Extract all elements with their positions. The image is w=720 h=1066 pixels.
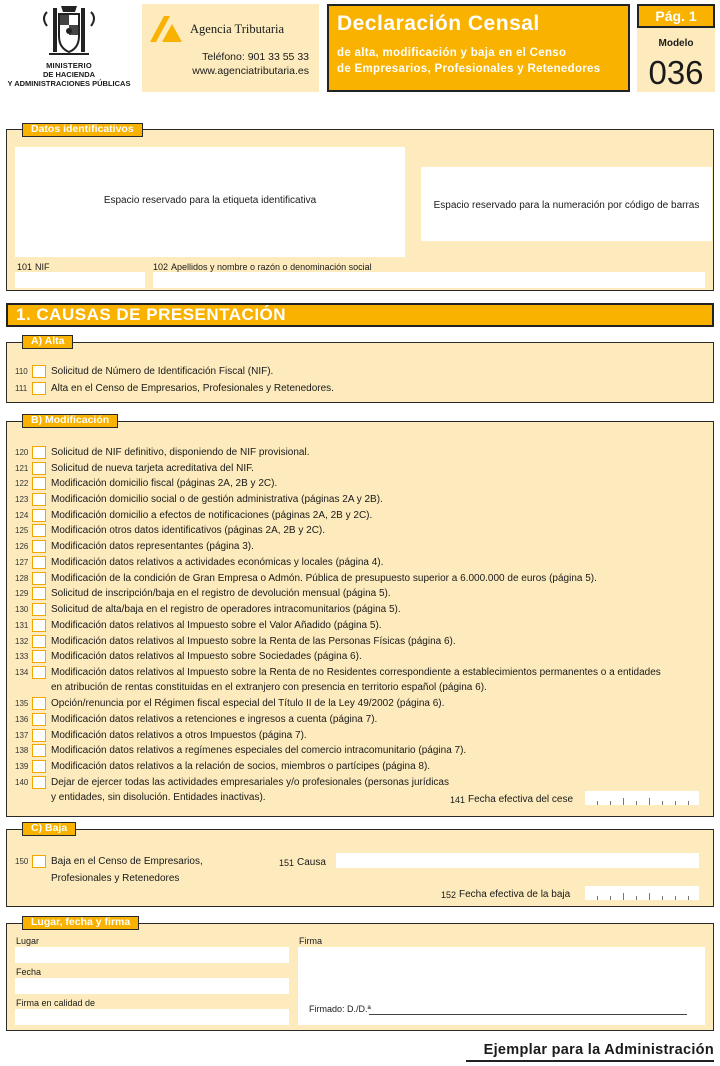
- checkbox[interactable]: [32, 462, 46, 475]
- checkbox[interactable]: [32, 446, 46, 459]
- checkbox[interactable]: [32, 729, 46, 742]
- fecha-cese-label: Fecha efectiva del cese: [468, 794, 574, 805]
- agency-name: Agencia Tributaria: [190, 22, 285, 36]
- item-code: 137: [15, 731, 29, 740]
- item-text: Baja en el Censo de Empresarios,: [51, 856, 203, 867]
- item-text: Opción/renuncia por el Régimen fiscal especial del Título II de la Ley 49/2002 (página 6).: [51, 698, 445, 709]
- footer-copy-label: Ejemplar para la Administración: [483, 1042, 714, 1058]
- item-code: 135: [15, 699, 29, 708]
- agency-block: [142, 4, 319, 92]
- item-text: Modificación datos relativos a retenciones e ingresos a cuenta (página 7).: [51, 714, 378, 725]
- item-code: 111: [15, 384, 28, 393]
- fecha-cese-code: 141: [450, 795, 466, 805]
- modelo-number: 036: [648, 54, 704, 91]
- fecha-baja-label: Fecha efectiva de la baja: [459, 889, 571, 900]
- fecha-cese-field[interactable]: [585, 791, 699, 805]
- item-140-continuation: y entidades, sin disolución. Entidades inactivas).: [51, 792, 266, 803]
- modificacion-frame: [6, 421, 714, 817]
- firma-frame: [6, 923, 714, 1031]
- alta-frame: [6, 342, 714, 403]
- page-number: Pág. 1: [637, 4, 715, 28]
- item-code: 110: [15, 367, 28, 376]
- checkbox[interactable]: [32, 477, 46, 490]
- checkbox[interactable]: [32, 572, 46, 585]
- calidad-label: Firma en calidad de: [16, 998, 96, 1008]
- item-text: Solicitud de Número de Identificación Fiscal (NIF).: [51, 366, 274, 377]
- lugar-label: Lugar: [16, 936, 40, 946]
- item-text: Modificación domicilio social o de gestión administrativa (páginas 2A y 2B).: [51, 494, 383, 505]
- name-field[interactable]: [153, 272, 705, 288]
- fecha-field[interactable]: [15, 978, 289, 994]
- modificacion-tab: B) Modificación: [22, 414, 118, 428]
- item-code: 121: [15, 464, 29, 473]
- checkbox[interactable]: [32, 619, 46, 632]
- barcode-area-text: Espacio reservado para la numeración por código de barras: [433, 200, 700, 211]
- ministry-block: [6, 4, 132, 92]
- item-text: Solicitud de inscripción/baja en el registro de devolución mensual (página 5).: [51, 588, 391, 599]
- item-code: 122: [15, 479, 29, 488]
- footer-underline: [466, 1060, 714, 1062]
- fecha-label: Fecha: [16, 967, 42, 977]
- checkbox[interactable]: [32, 493, 46, 506]
- ministry-line-2: DE HACIENDA: [42, 70, 96, 79]
- agency-phone: Teléfono: 901 33 55 33: [202, 51, 309, 63]
- modelo-label: Modelo: [658, 38, 694, 49]
- agency-web: www.agenciatributaria.es: [192, 65, 309, 77]
- agency-logo-icon: [148, 14, 184, 44]
- baja-frame: [6, 829, 714, 907]
- item-text: Modificación datos relativos a actividades económicas y locales (página 4).: [51, 557, 384, 568]
- checkbox[interactable]: [32, 382, 46, 395]
- item-code: 136: [15, 715, 29, 724]
- item-text: Modificación datos relativos al Impuesto sobre Sociedades (página 6).: [51, 651, 362, 662]
- causa-code: 151: [279, 858, 295, 868]
- checkbox[interactable]: [32, 855, 46, 868]
- baja-tab: C) Baja: [22, 822, 76, 836]
- section-1-title: 1. CAUSAS DE PRESENTACIÓN: [6, 303, 714, 327]
- nif-field[interactable]: [15, 272, 145, 288]
- form-title: Declaración Censal: [337, 12, 540, 35]
- ministry-line-1: MINISTERIO: [46, 61, 92, 70]
- firma-label: Firma: [299, 936, 322, 946]
- item-code: 129: [15, 589, 29, 598]
- item-text: Modificación otros datos identificativos (páginas 2A, 2B y 2C).: [51, 525, 326, 536]
- coat-of-arms-icon: [39, 4, 99, 60]
- item-text: Alta en el Censo de Empresarios, Profesionales y Retenedores.: [51, 383, 334, 394]
- item-code: 138: [15, 746, 29, 755]
- item-code: 131: [15, 621, 29, 630]
- checkbox[interactable]: [32, 540, 46, 553]
- item-code: 134: [15, 668, 29, 677]
- checkbox[interactable]: [32, 556, 46, 569]
- nif-label: NIF: [35, 262, 50, 272]
- item-text: Dejar de ejercer todas las actividades empresariales y/o profesionales (personas jurídicas: [51, 777, 449, 788]
- checkbox[interactable]: [32, 603, 46, 616]
- alta-tab: A) Alta: [22, 335, 73, 349]
- item-text: Solicitud de alta/baja en el registro de operadores intracomunitarios (página 5).: [51, 604, 401, 615]
- title-box: [327, 4, 630, 92]
- checkbox[interactable]: [32, 776, 46, 789]
- ministry-line-3: Y ADMINISTRACIONES PÚBLICAS: [7, 79, 131, 88]
- fecha-baja-field[interactable]: [585, 886, 699, 900]
- page-box: [637, 4, 715, 92]
- causa-label: Causa: [297, 857, 326, 868]
- item-text: Modificación de la condición de Gran Empresa o Admón. Pública de presupuesto superior a 6.000.000 de euros (página 5).: [51, 573, 597, 584]
- item-code: 140: [15, 778, 29, 787]
- checkbox[interactable]: [32, 635, 46, 648]
- firma-tab: Lugar, fecha y firma: [22, 916, 139, 930]
- label-area-text: Espacio reservado para la etiqueta identificativa: [103, 195, 317, 206]
- item-text: Solicitud de NIF definitivo, disponiendo de NIF provisional.: [51, 447, 310, 458]
- item-code: 139: [15, 762, 29, 771]
- signature-line: [369, 1014, 687, 1015]
- form-subtitle-2: de Empresarios, Profesionales y Retenedores: [337, 63, 601, 75]
- item-text: Modificación domicilio fiscal (páginas 2A, 2B y 2C).: [51, 478, 278, 489]
- checkbox[interactable]: [32, 760, 46, 773]
- item-code: 150: [15, 857, 29, 866]
- checkbox[interactable]: [32, 587, 46, 600]
- item-code: 126: [15, 542, 29, 551]
- item-text: Modificación datos relativos al Impuesto sobre la Renta de no Residentes correspondiente a establecimientos permanentes o a entidades: [51, 667, 661, 678]
- checkbox[interactable]: [32, 744, 46, 757]
- lugar-field[interactable]: [15, 947, 289, 963]
- item-code: 127: [15, 558, 29, 567]
- firmado-label: Firmado: D./D.ª: [309, 1004, 371, 1014]
- item-code: 125: [15, 526, 29, 535]
- calidad-field[interactable]: [15, 1009, 289, 1025]
- checkbox[interactable]: [32, 713, 46, 726]
- fecha-baja-code: 152: [441, 890, 457, 900]
- item-text: Modificación datos relativos a la relación de socios, miembros o partícipes (página 8).: [51, 761, 431, 772]
- checkbox[interactable]: [32, 365, 46, 378]
- item-text: Modificación domicilio a efectos de notificaciones (páginas 2A, 2B y 2C).: [51, 510, 373, 521]
- item-text: Modificación datos relativos a regímenes especiales del comercio intracomunitario (página 7).: [51, 745, 467, 756]
- checkbox[interactable]: [32, 524, 46, 537]
- item-text: Modificación datos representantes (página 3).: [51, 541, 254, 552]
- nif-code: 101: [17, 262, 33, 272]
- datos-identificativos-tab: Datos identificativos: [22, 123, 143, 137]
- item-code: 130: [15, 605, 29, 614]
- item-code: 120: [15, 448, 29, 457]
- item-code: 128: [15, 574, 29, 583]
- datos-identificativos-frame: [6, 129, 714, 291]
- item-text: Modificación datos relativos al Impuesto sobre el Valor Añadido (página 5).: [51, 620, 382, 631]
- item-code: 132: [15, 637, 29, 646]
- causa-field[interactable]: [336, 853, 699, 868]
- checkbox[interactable]: [32, 650, 46, 663]
- name-label: Apellidos y nombre o razón o denominación social: [171, 262, 372, 272]
- checkbox[interactable]: [32, 509, 46, 522]
- item-text: Modificación datos relativos a otros Impuestos (página 7).: [51, 730, 307, 741]
- item-text: Solicitud de nueva tarjeta acreditativa del NIF.: [51, 463, 254, 474]
- item-text: Modificación datos relativos al Impuesto sobre la Renta de las Personas Físicas (página 6).: [51, 636, 456, 647]
- checkbox[interactable]: [32, 666, 46, 679]
- checkbox[interactable]: [32, 697, 46, 710]
- name-code: 102: [153, 262, 169, 272]
- item-134-continuation: en atribución de rentas constituidas en el extranjero con presencia en territorio español (página 6).: [51, 682, 487, 693]
- item-150-continuation: Profesionales y Retenedores: [51, 873, 180, 884]
- form-subtitle-1: de alta, modificación y baja en el Censo: [337, 47, 567, 59]
- item-code: 123: [15, 495, 29, 504]
- item-code: 124: [15, 511, 29, 520]
- item-code: 133: [15, 652, 29, 661]
